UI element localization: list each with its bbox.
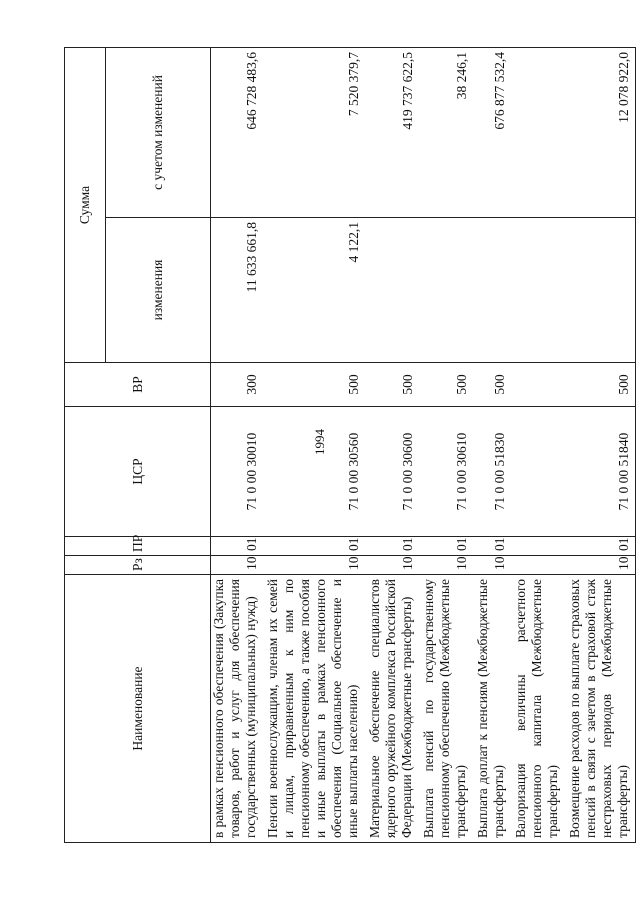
- row-changes: 11 633 661,8: [211, 218, 264, 363]
- row-csr: 71 0 00 30600: [365, 407, 419, 537]
- row-pr: [511, 537, 565, 556]
- row-name: Выплата доплат к пенсиям (Межбюджетные трансферты): [473, 575, 511, 843]
- table-row: [473, 47, 511, 842]
- table-row: [211, 47, 264, 842]
- row-vr: 500: [473, 363, 511, 407]
- row-with-changes: 7 520 379,7: [263, 47, 365, 217]
- header-sum: Сумма: [65, 47, 106, 362]
- table-row: [511, 47, 565, 842]
- header-with-changes: с учетом изменений: [106, 47, 211, 217]
- header-name: Наименование: [65, 575, 211, 843]
- row-rz: 10: [211, 556, 264, 575]
- row-csr: 71 0 00 51830: [473, 407, 511, 537]
- header-changes: изменения: [106, 218, 211, 363]
- row-rz: 10: [365, 556, 419, 575]
- row-pr: 01: [211, 537, 264, 556]
- table-row: [419, 47, 473, 842]
- row-csr: 71 0 00 30010: [211, 407, 264, 537]
- row-name: Возмещение расходов по выплате страховых пенсий в связи с зачетом в страховой стаж нестраховых периодов (Межбюджетные трансферты): [565, 575, 636, 843]
- row-rz: 10: [263, 556, 365, 575]
- row-changes: [365, 218, 419, 363]
- row-name: в рамках пенсионного обеспечения (Закупка товаров, работ и услуг для обеспечения государственных (муниципальных) нужд): [211, 575, 264, 843]
- row-changes: [473, 218, 511, 363]
- row-csr: 71 0 00 30610: [419, 407, 473, 537]
- row-vr: 500: [365, 363, 419, 407]
- header-csr: ЦСР: [65, 407, 211, 537]
- rotated-table-container: [64, 48, 631, 843]
- table-row: [365, 47, 419, 842]
- header-rz: Рз: [65, 556, 211, 575]
- row-changes: [565, 218, 636, 363]
- row-pr: 01: [419, 537, 473, 556]
- page-number: 1994: [312, 429, 327, 455]
- header-pr: ПР: [65, 537, 211, 556]
- row-changes: [419, 218, 473, 363]
- budget-table: [64, 47, 636, 843]
- row-rz: 10: [419, 556, 473, 575]
- row-csr: 71 0 00 30560: [263, 407, 365, 537]
- row-pr: 01: [365, 537, 419, 556]
- row-pr: 01: [263, 537, 365, 556]
- row-csr: 71 0 00 51840: [565, 407, 636, 537]
- row-with-changes: [511, 47, 565, 217]
- row-pr: 01: [473, 537, 511, 556]
- row-name: Выплата пенсий по государственному пенсионному обеспечению (Межбюджетные трансферты): [419, 575, 473, 843]
- row-with-changes: 419 737 622,5: [365, 47, 419, 217]
- row-name: Валоризация величины расчетного пенсионного капитала (Межбюджетные трансферты): [511, 575, 565, 843]
- row-changes: [511, 218, 565, 363]
- row-vr: 500: [419, 363, 473, 407]
- row-changes: 4 122,1: [263, 218, 365, 363]
- row-with-changes: 38 246,1: [419, 47, 473, 217]
- table-row: [565, 47, 636, 842]
- row-vr: 500: [565, 363, 636, 407]
- row-csr: [511, 407, 565, 537]
- row-with-changes: 12 078 922,0: [565, 47, 636, 217]
- row-vr: [511, 363, 565, 407]
- row-with-changes: 676 877 532,4: [473, 47, 511, 217]
- row-vr: 300: [211, 363, 264, 407]
- row-pr: 01: [565, 537, 636, 556]
- row-name: Материальное обеспечение специалистов ядерного оружейного комплекса Российской Федерации (Межбюджетные трансферты): [365, 575, 419, 843]
- row-rz: [511, 556, 565, 575]
- row-rz: 10: [473, 556, 511, 575]
- row-with-changes: 646 728 483,6: [211, 47, 264, 217]
- row-rz: 10: [565, 556, 636, 575]
- table-row: [263, 47, 365, 842]
- row-name: Пенсии военнослужащим, членам их семей и лицам, приравненным к ним по пенсионному обеспечению, а также пособия и иные выплаты в рамках пенсионного обеспечения (Социальное обеспечение и иные выплаты населению): [263, 575, 365, 843]
- row-vr: 500: [263, 363, 365, 407]
- header-vr: ВР: [65, 363, 211, 407]
